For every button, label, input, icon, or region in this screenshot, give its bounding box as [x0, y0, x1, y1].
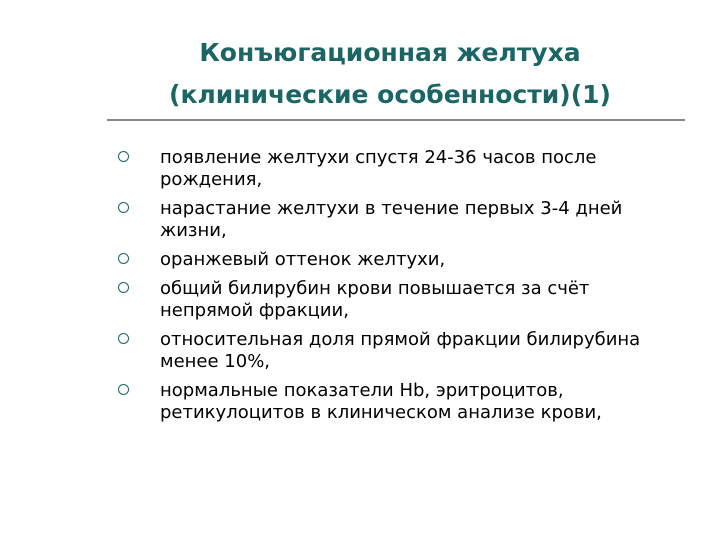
bullet-item — [118, 329, 688, 373]
bullet-item — [118, 198, 688, 242]
circle-outline-icon — [118, 333, 129, 344]
bullet-text: общий билирубин крови повышается за счёт непрямой фракции, — [160, 278, 590, 321]
bullet-text: нарастание желтухи в течение первых 3-4 дней жизни, — [160, 198, 623, 241]
bullet-text: появление желтухи спустя 24-36 часов после рождения, — [160, 147, 597, 190]
bullet-item — [118, 249, 688, 271]
bullet-list — [118, 147, 688, 431]
slide-title-line-2: (клинические особенности)(1) — [169, 80, 611, 109]
bullet-item — [118, 278, 688, 322]
slide-title — [100, 32, 680, 116]
circle-outline-icon — [118, 253, 129, 264]
slide-title-line-1: Конъюгационная желтуха — [199, 38, 581, 67]
circle-outline-icon — [118, 282, 129, 293]
bullet-text: нормальные показатели Hb, эритроцитов, ретикулоцитов в клиническом анализе крови, — [160, 380, 602, 423]
bullet-item — [118, 380, 688, 424]
bullet-text: оранжевый оттенок желтухи, — [160, 249, 446, 270]
bullet-item — [118, 147, 688, 191]
circle-outline-icon — [118, 384, 129, 395]
title-divider — [107, 119, 685, 121]
circle-outline-icon — [118, 202, 129, 213]
circle-outline-icon — [118, 151, 129, 162]
bullet-text: относительная доля прямой фракции билирубина менее 10%, — [160, 329, 641, 372]
